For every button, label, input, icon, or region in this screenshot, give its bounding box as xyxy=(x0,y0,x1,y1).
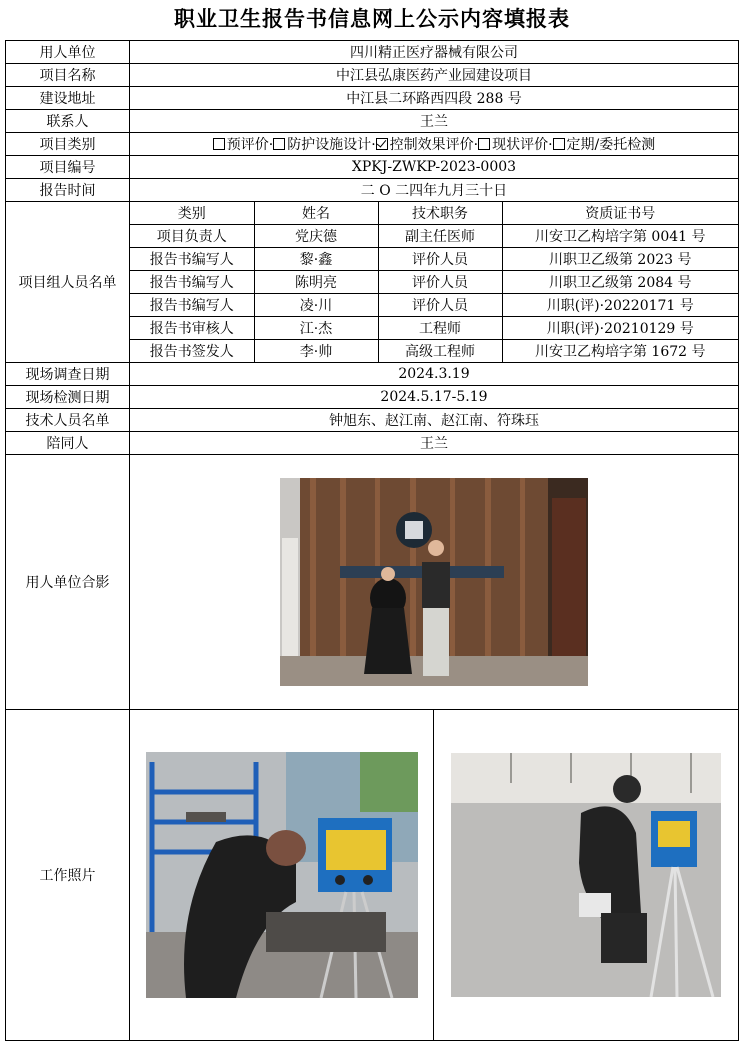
project-no-value: XPKJ-ZWKP-2023-0003 xyxy=(130,156,739,179)
member-role: 报告书签发人 xyxy=(130,340,254,363)
row-team xyxy=(6,202,739,363)
row-work-photo xyxy=(6,710,739,1041)
team-table xyxy=(130,202,738,362)
row-group-photo xyxy=(6,455,739,710)
survey-date-value: 2024.3.19 xyxy=(130,363,739,386)
team-member-row xyxy=(130,340,738,363)
member-title: 副主任医师 xyxy=(378,225,502,248)
category-option[interactable]: 定期/委托检测 xyxy=(553,137,656,153)
contact-value: 王兰 xyxy=(130,110,739,133)
team-member-row xyxy=(130,317,738,340)
project-no-label: 项目编号 xyxy=(6,156,130,179)
team-member-row xyxy=(130,248,738,271)
header-category: 类别 xyxy=(130,202,254,225)
checkbox-icon xyxy=(273,138,285,150)
row-test-date xyxy=(6,386,739,409)
group-photo-cell xyxy=(130,455,739,710)
member-certificate: 川安卫乙构培字第 1672 号 xyxy=(502,340,738,363)
report-time-value: 二 O 二四年九月三十日 xyxy=(130,179,739,202)
member-name: 黎·鑫 xyxy=(254,248,378,271)
header-certificate: 资质证书号 xyxy=(502,202,738,225)
member-role: 项目负责人 xyxy=(130,225,254,248)
test-date-label: 现场检测日期 xyxy=(6,386,130,409)
team-member-row xyxy=(130,271,738,294)
project-name-label: 项目名称 xyxy=(6,64,130,87)
header-title: 技术职务 xyxy=(378,202,502,225)
row-employer xyxy=(6,41,739,64)
tech-staff-label: 技术人员名单 xyxy=(6,409,130,432)
category-option[interactable]: 预评价 xyxy=(213,137,269,153)
member-role: 报告书审核人 xyxy=(130,317,254,340)
category-option[interactable]: 控制效果评价 xyxy=(376,137,474,153)
project-name-value: 中江县弘康医药产业园建设项目 xyxy=(130,64,739,87)
member-name: 凌·川 xyxy=(254,294,378,317)
team-member-row xyxy=(130,225,738,248)
checkbox-icon xyxy=(553,138,565,150)
category-option[interactable]: 现状评价 xyxy=(478,137,548,153)
row-category xyxy=(6,133,739,156)
work-photo-image xyxy=(146,752,418,998)
member-title: 评价人员 xyxy=(378,271,502,294)
member-name: 陈明亮 xyxy=(254,271,378,294)
work-photo-image xyxy=(451,753,721,997)
member-name: 江·杰 xyxy=(254,317,378,340)
address-value: 中江县二环路西四段 288 号 xyxy=(130,87,739,110)
member-role: 报告书编写人 xyxy=(130,248,254,271)
category-label: 项目类别 xyxy=(6,133,130,156)
member-name: 李·帅 xyxy=(254,340,378,363)
category-option[interactable]: 防护设施设计 xyxy=(273,137,371,153)
team-table-cell xyxy=(130,202,739,363)
row-report-time xyxy=(6,179,739,202)
address-label: 建设地址 xyxy=(6,87,130,110)
tech-staff-value: 钟旭东、赵江南、赵江南、符珠珏 xyxy=(130,409,739,432)
row-survey-date xyxy=(6,363,739,386)
member-title: 评价人员 xyxy=(378,294,502,317)
member-role: 报告书编写人 xyxy=(130,271,254,294)
form-title: 职业卫生报告书信息网上公示内容填报表 xyxy=(174,7,570,31)
group-photo-image xyxy=(280,478,588,686)
member-certificate: 川职(评)·20210129 号 xyxy=(502,317,738,340)
employer-value: 四川精正医疗器械有限公司 xyxy=(130,41,739,64)
member-certificate: 川职(评)·20220171 号 xyxy=(502,294,738,317)
escort-label: 陪同人 xyxy=(6,432,130,455)
work-photo-cell-left xyxy=(130,710,434,1041)
member-certificate: 川职卫乙级第 2023 号 xyxy=(502,248,738,271)
row-escort xyxy=(6,432,739,455)
team-header-row xyxy=(130,202,738,225)
member-title: 工程师 xyxy=(378,317,502,340)
escort-value: 王兰 xyxy=(130,432,739,455)
employer-label: 用人单位 xyxy=(6,41,130,64)
disclosure-form-table xyxy=(5,40,739,1041)
work-photo-cell-right xyxy=(434,710,739,1041)
team-label: 项目组人员名单 xyxy=(6,202,130,363)
member-certificate: 川安卫乙构培字第 0041 号 xyxy=(502,225,738,248)
member-certificate: 川职卫乙级第 2084 号 xyxy=(502,271,738,294)
member-title: 评价人员 xyxy=(378,248,502,271)
category-options: 预评价· 防护设施设计· 控制效果评价· 现状评价· 定期/委托检测 xyxy=(130,133,739,156)
group-photo-label: 用人单位合影 xyxy=(6,455,130,710)
test-date-value: 2024.5.17-5.19 xyxy=(130,386,739,409)
checkbox-icon xyxy=(213,138,225,150)
member-title: 高级工程师 xyxy=(378,340,502,363)
checkbox-icon xyxy=(478,138,490,150)
contact-label: 联系人 xyxy=(6,110,130,133)
row-contact xyxy=(6,110,739,133)
row-address xyxy=(6,87,739,110)
header-name: 姓名 xyxy=(254,202,378,225)
work-photo-label: 工作照片 xyxy=(6,710,130,1041)
member-role: 报告书编写人 xyxy=(130,294,254,317)
row-project-name xyxy=(6,64,739,87)
team-member-row xyxy=(130,294,738,317)
row-tech-staff xyxy=(6,409,739,432)
report-time-label: 报告时间 xyxy=(6,179,130,202)
checked-checkbox-icon xyxy=(376,138,388,150)
member-name: 党庆德 xyxy=(254,225,378,248)
row-project-no xyxy=(6,156,739,179)
survey-date-label: 现场调查日期 xyxy=(6,363,130,386)
